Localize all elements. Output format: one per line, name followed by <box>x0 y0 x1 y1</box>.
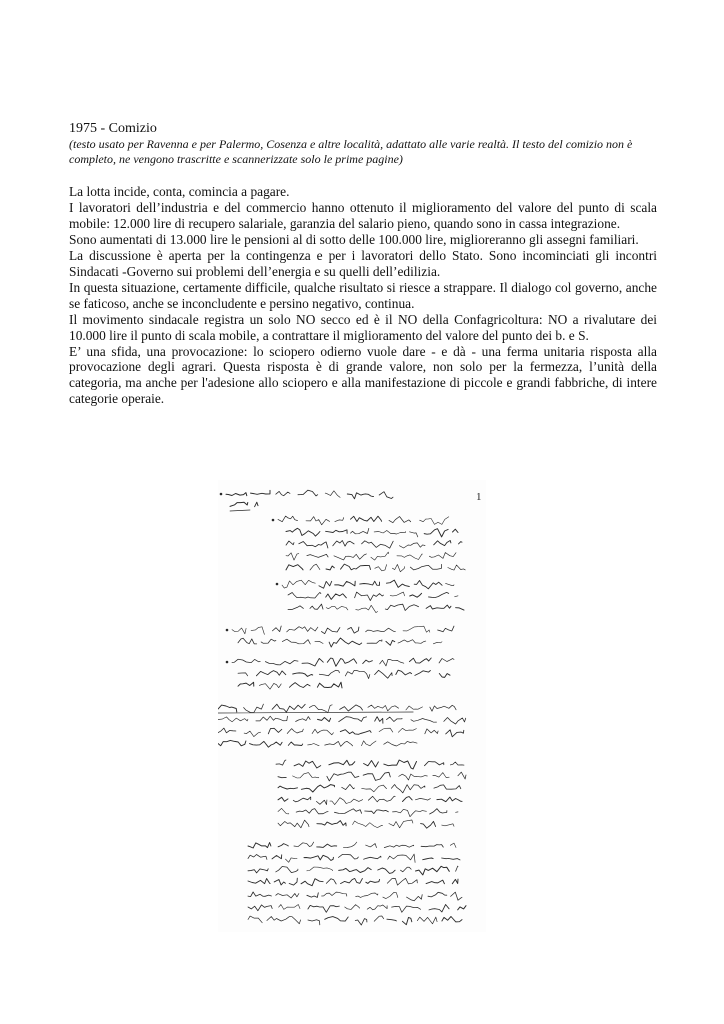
paragraph: Sono aumentati di 13.000 lire le pensioni al di sotto delle 100.000 lire, miglioreranno gli assegni familiari. <box>69 231 639 247</box>
handwritten-manuscript-scan <box>218 480 486 932</box>
paragraph: I lavoratori dell’industria e del commercio hanno ottenuto il miglioramento del valore del punto di scala mobile: 12.000 lire di recupero salariale, garanzia del salario pieno, quando sono in cassa integrazione. <box>69 199 657 231</box>
handwriting-bullet <box>276 583 279 586</box>
handwriting-bullet <box>226 629 229 632</box>
paragraph: In questa situazione, certamente difficile, qualche risultato si riesce a strappare. Il dialogo col governo, anche se faticoso, anche se inconcludente e persino negativo, continua. <box>69 279 657 311</box>
handwriting-bullet <box>272 519 275 522</box>
document-title: 1975 - Comizio <box>69 121 157 136</box>
paragraph: Il movimento sindacale registra un solo NO secco ed è il NO della Confagricoltura: NO a rivalutare dei 10.000 lire il punto di scala mobile, a contrattare il miglioramento del valore del punto dei b. e S. <box>69 311 657 343</box>
paragraph: La discussione è aperta per la contingenza e per i lavoratori dello Stato. Sono incominciati gli incontri Sindacati -Governo sui problemi dell’energia e su quelli dell’edilizia. <box>69 247 657 279</box>
handwriting-bullet <box>226 661 229 664</box>
manuscript-page-number: 1 <box>476 491 482 503</box>
paragraph: E’ una sfida, una provocazione: lo sciopero odierno vuole dare - e dà - una ferma unitaria risposta alla provocazione degli agrari. Questa risposta è di grande valore, non solo per la fermezza, l’unità della categoria, ma anche per l'adesione allo sciopero e alla manifestazione di piccole e grandi fabbriche, di intere categorie operaie. <box>69 343 657 407</box>
manuscript-image <box>218 480 486 932</box>
paragraph: La lotta incide, conta, comincia a pagare. <box>69 184 290 199</box>
document-subtitle: (testo usato per Ravenna e per Palermo, Cosenza e altre località, adattato alle varie realtà. Il testo del comizio non è completo, ne vengono trascritte e scannerizzate solo le prime pagine) <box>69 137 633 166</box>
document-body <box>69 184 657 407</box>
handwriting-bullet <box>220 493 223 496</box>
